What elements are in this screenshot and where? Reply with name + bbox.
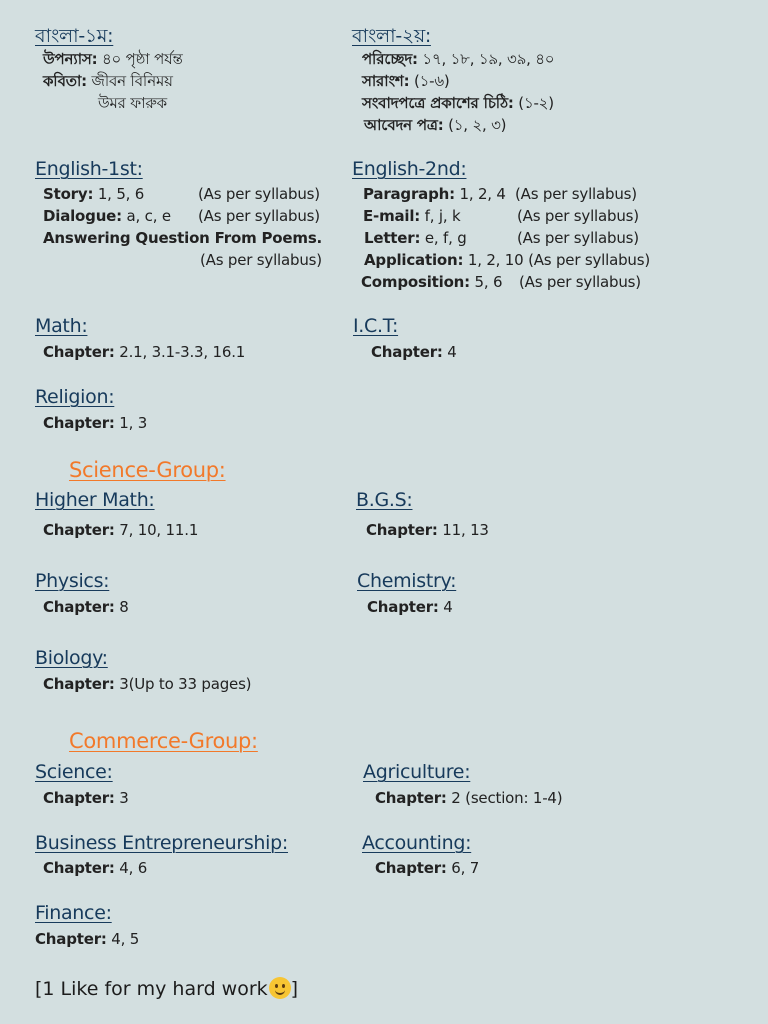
english-1st-heading: English-1st: bbox=[35, 158, 143, 180]
english-1st-story: Story: 1, 5, 6 bbox=[43, 185, 145, 203]
biology-heading: Biology: bbox=[35, 647, 108, 669]
english-1st-dialogue-note: (As per syllabus) bbox=[198, 207, 320, 225]
commerce-group-heading: Commerce-Group: bbox=[69, 729, 258, 753]
english-1st-poems: Answering Question From Poems. bbox=[43, 229, 323, 247]
bangla-2nd-heading: বাংলা-২য়: bbox=[352, 25, 431, 47]
english-2nd-email: E-mail: f, j, k bbox=[363, 207, 461, 225]
religion-heading: Religion: bbox=[35, 386, 115, 408]
smiling-face-icon bbox=[269, 977, 291, 999]
chemistry-chapters: Chapter: 4 bbox=[367, 598, 453, 616]
bangla-1st-heading: বাংলা-১ম: bbox=[35, 25, 114, 47]
religion-chapters: Chapter: 1, 3 bbox=[43, 414, 148, 432]
english-2nd-letter-note: (As per syllabus) bbox=[517, 229, 639, 247]
math-heading: Math: bbox=[35, 315, 88, 337]
bgs-chapters: Chapter: 11, 13 bbox=[366, 521, 489, 539]
bangla-2nd-line-summary: সারাংশ: (১-৬) bbox=[362, 72, 450, 90]
english-2nd-email-note: (As per syllabus) bbox=[517, 207, 639, 225]
chemistry-heading: Chemistry: bbox=[357, 570, 457, 592]
higher-math-chapters: Chapter: 7, 10, 11.1 bbox=[43, 521, 199, 539]
physics-heading: Physics: bbox=[35, 570, 110, 592]
higher-math-heading: Higher Math: bbox=[35, 489, 155, 511]
agriculture-chapters: Chapter: 2 (section: 1-4) bbox=[375, 789, 563, 807]
science-group-heading: Science-Group: bbox=[69, 458, 226, 482]
footer-note: [1 Like for my hard work ] bbox=[35, 978, 299, 1000]
bangla-1st-line-poem-2: উমর ফারুক bbox=[98, 94, 167, 112]
english-2nd-paragraph-note: (As per syllabus) bbox=[515, 185, 637, 203]
finance-heading: Finance: bbox=[35, 902, 112, 924]
bangla-2nd-line-letter: সংবাদপত্রে প্রকাশের চিঠি: (১-২) bbox=[362, 94, 554, 112]
business-heading: Business Entrepreneurship: bbox=[35, 832, 289, 854]
english-1st-dialogue: Dialogue: a, c, e bbox=[43, 207, 171, 225]
ict-chapters: Chapter: 4 bbox=[371, 343, 457, 361]
english-2nd-composition: Composition: 5, 6 bbox=[361, 273, 503, 291]
english-1st-poems-note: (As per syllabus) bbox=[200, 251, 322, 269]
biology-chapters: Chapter: 3(Up to 33 pages) bbox=[43, 675, 252, 693]
bangla-1st-line-novel: উপন্যাস: ৪০ পৃষ্ঠা পর্যন্ত bbox=[43, 50, 183, 68]
agriculture-heading: Agriculture: bbox=[363, 761, 471, 783]
bangla-1st-line-poem: কবিতা: জীবন বিনিময় bbox=[43, 72, 173, 90]
english-2nd-paragraph: Paragraph: 1, 2, 4 bbox=[363, 185, 506, 203]
english-1st-story-note: (As per syllabus) bbox=[198, 185, 320, 203]
accounting-chapters: Chapter: 6, 7 bbox=[375, 859, 480, 877]
science-chapters: Chapter: 3 bbox=[43, 789, 129, 807]
english-2nd-composition-note: (As per syllabus) bbox=[519, 273, 641, 291]
bangla-2nd-line-chapters: পরিচ্ছেদ: ১৭, ১৮, ১৯, ৩৯, ৪০ bbox=[362, 50, 555, 68]
accounting-heading: Accounting: bbox=[362, 832, 472, 854]
bgs-heading: B.G.S: bbox=[356, 489, 413, 511]
english-2nd-heading: English-2nd: bbox=[352, 158, 467, 180]
math-chapters: Chapter: 2.1, 3.1-3.3, 16.1 bbox=[43, 343, 246, 361]
ict-heading: I.C.T: bbox=[353, 315, 399, 337]
physics-chapters: Chapter: 8 bbox=[43, 598, 129, 616]
bangla-2nd-line-application: আবেদন পত্র: (১, ২, ৩) bbox=[364, 116, 507, 134]
finance-chapters: Chapter: 4, 5 bbox=[35, 930, 140, 948]
english-2nd-application: Application: 1, 2, 10 (As per syllabus) bbox=[364, 251, 650, 269]
english-2nd-letter: Letter: e, f, g bbox=[364, 229, 467, 247]
science-heading: Science: bbox=[35, 761, 113, 783]
business-chapters: Chapter: 4, 6 bbox=[43, 859, 148, 877]
